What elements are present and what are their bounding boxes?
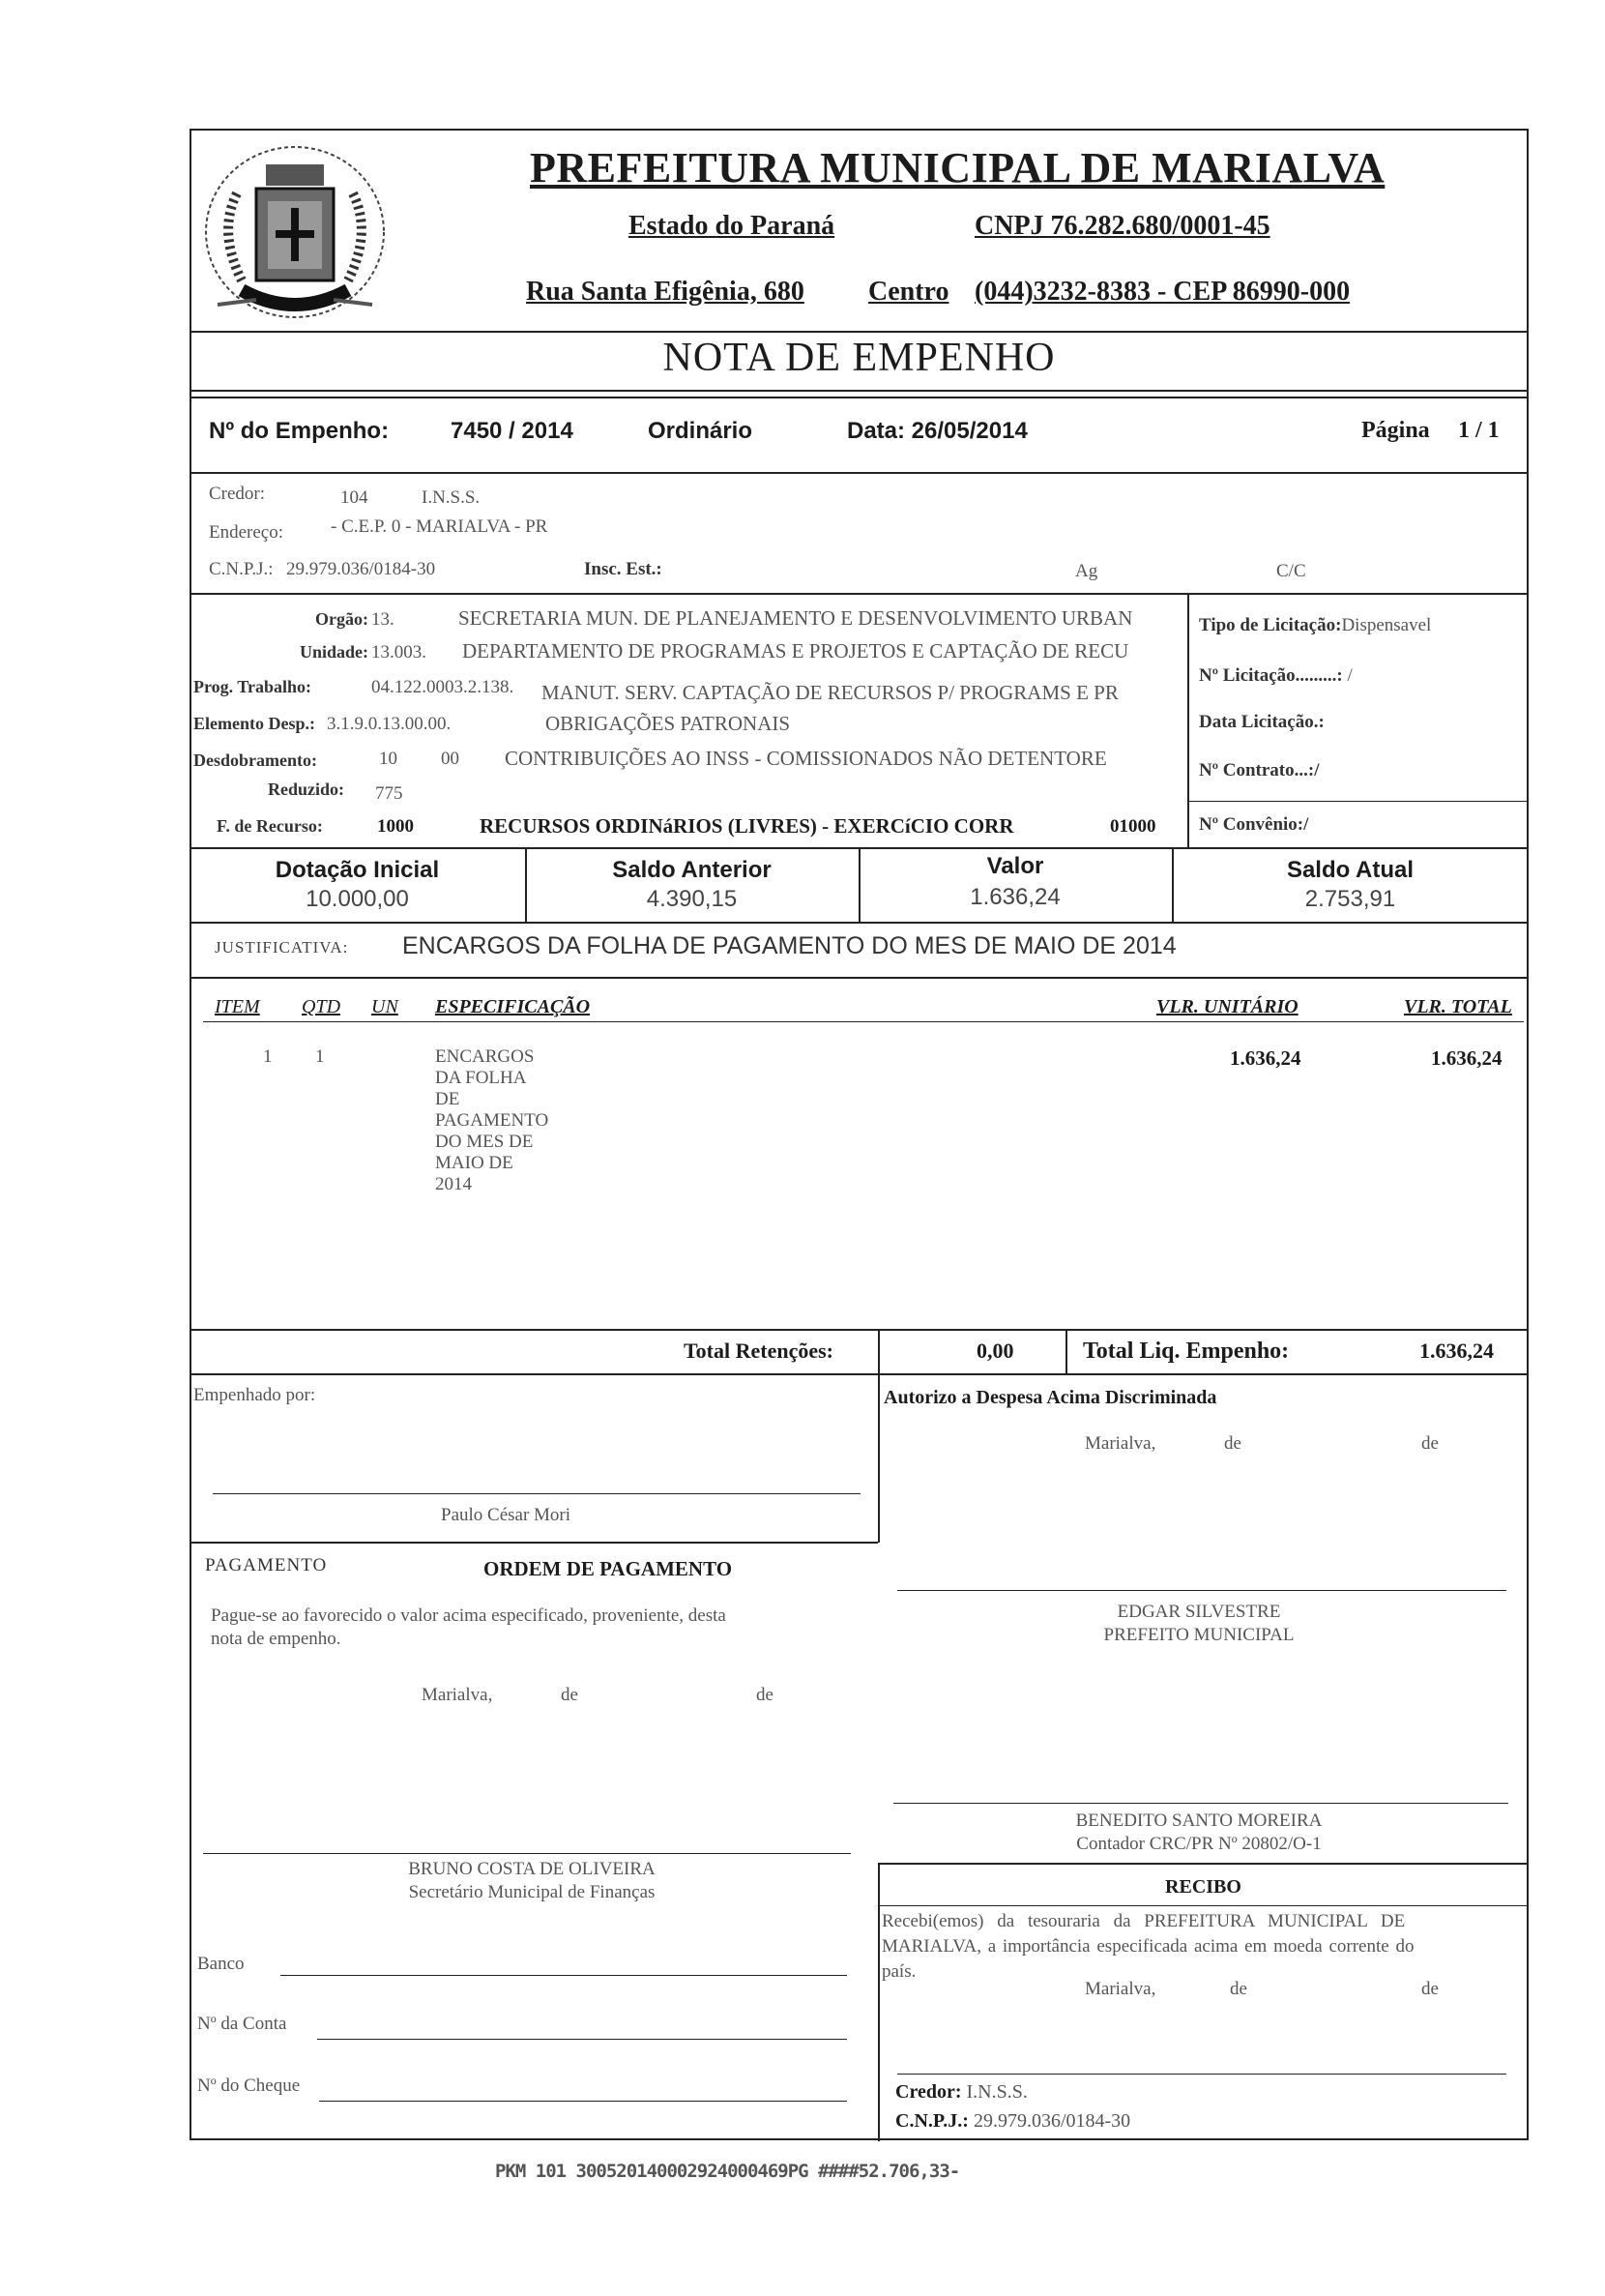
recibo-de2: de bbox=[1421, 1979, 1439, 1999]
total-retencoes-value: 0,00 bbox=[977, 1339, 1014, 1363]
credor-code: 104 bbox=[340, 487, 368, 508]
header-district: Centro bbox=[868, 277, 949, 307]
empenho-number: 7450 / 2014 bbox=[451, 418, 573, 444]
secretario-title: Secretário Municipal de Finanças bbox=[408, 1882, 656, 1902]
header-cnpj: CNPJ 76.282.680/0001-45 bbox=[975, 211, 1270, 241]
prog-trabalho-code: 04.122.0003.2.138. bbox=[371, 677, 514, 697]
pagamento-de2: de bbox=[756, 1685, 773, 1705]
ordem-pagamento-label: ORDEM DE PAGAMENTO bbox=[483, 1557, 733, 1580]
saldo-anterior-label: Saldo Anterior bbox=[612, 857, 772, 883]
page-number: 1 / 1 bbox=[1458, 418, 1500, 443]
recibo-credor bbox=[895, 2081, 1028, 2104]
orgao-code: 13. bbox=[371, 609, 394, 630]
licitacao-num bbox=[1199, 665, 1353, 687]
pagamento-text-2: nota de empenho. bbox=[211, 1629, 341, 1649]
empenho-date: Data: 26/05/2014 bbox=[847, 418, 1028, 444]
header-address: Rua Santa Efigênia, 680 bbox=[526, 277, 804, 307]
endereco-label: Endereço: bbox=[209, 522, 284, 543]
unidade-label: Unidade: bbox=[299, 642, 368, 662]
recibo-cnpj bbox=[895, 2110, 1130, 2133]
prefeito-title: PREFEITO MUNICIPAL bbox=[1103, 1625, 1295, 1645]
endereco-value: - C.E.P. 0 - MARIALVA - PR bbox=[331, 516, 548, 537]
recibo-line-2: MARIALVA, a importância especificada acima em moeda corrente do bbox=[882, 1936, 1415, 1957]
licitacao-contrato-label: Nº Contrato...:/ bbox=[1199, 760, 1320, 780]
recibo-city: Marialva, bbox=[1085, 1979, 1156, 1999]
footer-code: PKM 101 300520140002924000469PG ####52.706,33- bbox=[495, 2161, 960, 2182]
cc-label: C/C bbox=[1276, 561, 1306, 581]
fonte-label: F. de Recurso: bbox=[217, 816, 323, 836]
col-vlr-unitario-header: VLR. UNITÁRIO bbox=[1156, 996, 1299, 1017]
col-vlr-total-header: VLR. TOTAL bbox=[1404, 996, 1512, 1017]
licitacao-num-label: Nº Licitação.........: bbox=[1199, 665, 1343, 686]
ag-label: Ag bbox=[1075, 561, 1098, 581]
licitacao-tipo bbox=[1199, 615, 1431, 636]
orgao-label: Orgão: bbox=[315, 609, 368, 629]
total-retencoes-label: Total Retenções: bbox=[684, 1339, 833, 1363]
recibo-credor-label: Credor: bbox=[895, 2081, 962, 2103]
row-especificacao: ENCARGOS DA FOLHA DE PAGAMENTO DO MES DE MAIO DE 2014 bbox=[435, 1046, 549, 1194]
cnpj-value: 29.979.036/0184-30 bbox=[286, 559, 436, 579]
cheque-label: Nº do Cheque bbox=[197, 2075, 301, 2096]
conta-field[interactable] bbox=[317, 2039, 847, 2040]
recibo-line-3: país. bbox=[882, 1961, 917, 1982]
dotacao-inicial-value: 10.000,00 bbox=[306, 886, 409, 912]
conta-label: Nº da Conta bbox=[197, 2014, 287, 2034]
licitacao-tipo-label: Tipo de Licitação: bbox=[1199, 615, 1342, 635]
secretario-name: BRUNO COSTA DE OLIVEIRA bbox=[408, 1859, 656, 1879]
empenho-number-label: Nº do Empenho: bbox=[209, 418, 390, 444]
cnpj-label: C.N.P.J.: bbox=[209, 559, 274, 579]
fonte-desc: RECURSOS ORDINáRIOS (LIVRES) - EXERCíCIO CORR bbox=[480, 814, 1014, 838]
contador-name: BENEDITO SANTO MOREIRA bbox=[1075, 1810, 1323, 1831]
col-qtd-header: QTD bbox=[302, 996, 341, 1017]
pagamento-city: Marialva, bbox=[422, 1685, 493, 1705]
col-especificacao-header: ESPECIFICAÇÃO bbox=[435, 996, 591, 1017]
row-qtd: 1 bbox=[315, 1046, 325, 1067]
recibo-cnpj-value: 29.979.036/0184-30 bbox=[973, 2110, 1131, 2132]
reduzido-code: 775 bbox=[375, 783, 403, 804]
desdobramento-code1: 10 bbox=[379, 749, 397, 769]
credor-name: I.N.S.S. bbox=[422, 487, 481, 508]
licitacao-tipo-value: Dispensavel bbox=[1341, 615, 1432, 635]
recibo-de1: de bbox=[1230, 1979, 1247, 1999]
empenhado-por-label: Empenhado por: bbox=[193, 1385, 316, 1405]
header-state: Estado do Paraná bbox=[628, 211, 835, 241]
total-liq-label: Total Liq. Empenho: bbox=[1083, 1339, 1290, 1364]
row-item: 1 bbox=[263, 1046, 273, 1067]
desdobramento-code2: 00 bbox=[441, 749, 459, 769]
licitacao-convenio-label: Nº Convênio:/ bbox=[1199, 814, 1309, 835]
saldo-atual-value: 2.753,91 bbox=[1304, 886, 1396, 912]
contador-title: Contador CRC/PR Nº 20802/O-1 bbox=[1076, 1834, 1322, 1854]
orgao-desc: SECRETARIA MUN. DE PLANEJAMENTO E DESENVOLVIMENTO URBAN bbox=[458, 606, 1133, 630]
autorizo-de2: de bbox=[1421, 1433, 1439, 1454]
pagamento-label: PAGAMENTO bbox=[205, 1555, 328, 1575]
col-item-header: ITEM bbox=[215, 996, 260, 1017]
recibo-title: RECIBO bbox=[1165, 1876, 1241, 1898]
header-title: PREFEITURA MUNICIPAL DE MARIALVA bbox=[530, 144, 1386, 191]
recibo-line-1: Recebi(emos) da tesouraria da PREFEITURA MUNICIPAL DE bbox=[882, 1911, 1406, 1931]
fonte-code: 1000 bbox=[377, 816, 414, 837]
autorizo-city: Marialva, bbox=[1085, 1433, 1156, 1454]
justificativa-text: ENCARGOS DA FOLHA DE PAGAMENTO DO MES DE MAIO DE 2014 bbox=[402, 932, 1177, 959]
justificativa-label: JUSTIFICATIVA: bbox=[215, 938, 349, 957]
pagamento-text-1: Pague-se ao favorecido o valor acima especificado, proveniente, desta bbox=[211, 1605, 726, 1626]
page-label: Página bbox=[1361, 418, 1430, 443]
recibo-credor-value: I.N.S.S. bbox=[966, 2081, 1028, 2103]
prog-trabalho-label: Prog. Trabalho: bbox=[193, 677, 312, 696]
desdobramento-desc: CONTRIBUIÇÕES AO INSS - COMISSIONADOS NÃO DETENTORE bbox=[505, 747, 1107, 770]
prog-trabalho-desc: MANUT. SERV. CAPTAÇÃO DE RECURSOS P/ PROGRAMS E PR bbox=[541, 681, 1119, 704]
empenhado-por-name: Paulo César Mori bbox=[441, 1505, 571, 1525]
elemento-label: Elemento Desp.: bbox=[193, 714, 315, 733]
unidade-code: 13.003. bbox=[371, 642, 426, 662]
saldo-anterior-value: 4.390,15 bbox=[646, 886, 738, 912]
valor-label: Valor bbox=[986, 853, 1044, 879]
reduzido-label: Reduzido: bbox=[267, 780, 344, 799]
licitacao-data-label: Data Licitação.: bbox=[1199, 712, 1325, 732]
banco-label: Banco bbox=[197, 1954, 245, 1974]
saldo-atual-label: Saldo Atual bbox=[1286, 857, 1415, 883]
licitacao-num-value: / bbox=[1347, 665, 1353, 686]
credor-label: Credor: bbox=[209, 484, 266, 504]
autorizo-de1: de bbox=[1224, 1433, 1241, 1454]
desdobramento-label: Desdobramento: bbox=[193, 751, 317, 770]
header-phone-cep: (044)3232-8383 - CEP 86990-000 bbox=[975, 277, 1351, 307]
empenho-type: Ordinário bbox=[648, 418, 753, 444]
elemento-code: 3.1.9.0.13.00.00. bbox=[327, 714, 452, 734]
fonte-num: 01000 bbox=[1110, 816, 1156, 837]
row-vlr-unitario: 1.636,24 bbox=[1230, 1046, 1301, 1070]
col-un-header: UN bbox=[371, 996, 398, 1017]
insc-est-label: Insc. Est.: bbox=[584, 559, 662, 579]
prefeito-name: EDGAR SILVESTRE bbox=[1117, 1602, 1281, 1622]
recibo-cnpj-label: C.N.P.J.: bbox=[895, 2110, 969, 2132]
cheque-field[interactable] bbox=[319, 2101, 847, 2102]
row-vlr-total: 1.636,24 bbox=[1431, 1046, 1503, 1070]
dotacao-inicial-label: Dotação Inicial bbox=[275, 857, 440, 883]
total-liq-value: 1.636,24 bbox=[1419, 1339, 1494, 1363]
pagamento-de1: de bbox=[561, 1685, 578, 1705]
document-title: NOTA DE EMPENHO bbox=[662, 336, 1056, 380]
autorizo-label: Autorizo a Despesa Acima Discriminada bbox=[884, 1387, 1217, 1408]
unidade-desc: DEPARTAMENTO DE PROGRAMAS E PROJETOS E CAPTAÇÃO DE RECU bbox=[462, 639, 1129, 662]
valor-value: 1.636,24 bbox=[970, 884, 1061, 910]
banco-field[interactable] bbox=[280, 1975, 847, 1976]
elemento-desc: OBRIGAÇÕES PATRONAIS bbox=[545, 712, 791, 735]
